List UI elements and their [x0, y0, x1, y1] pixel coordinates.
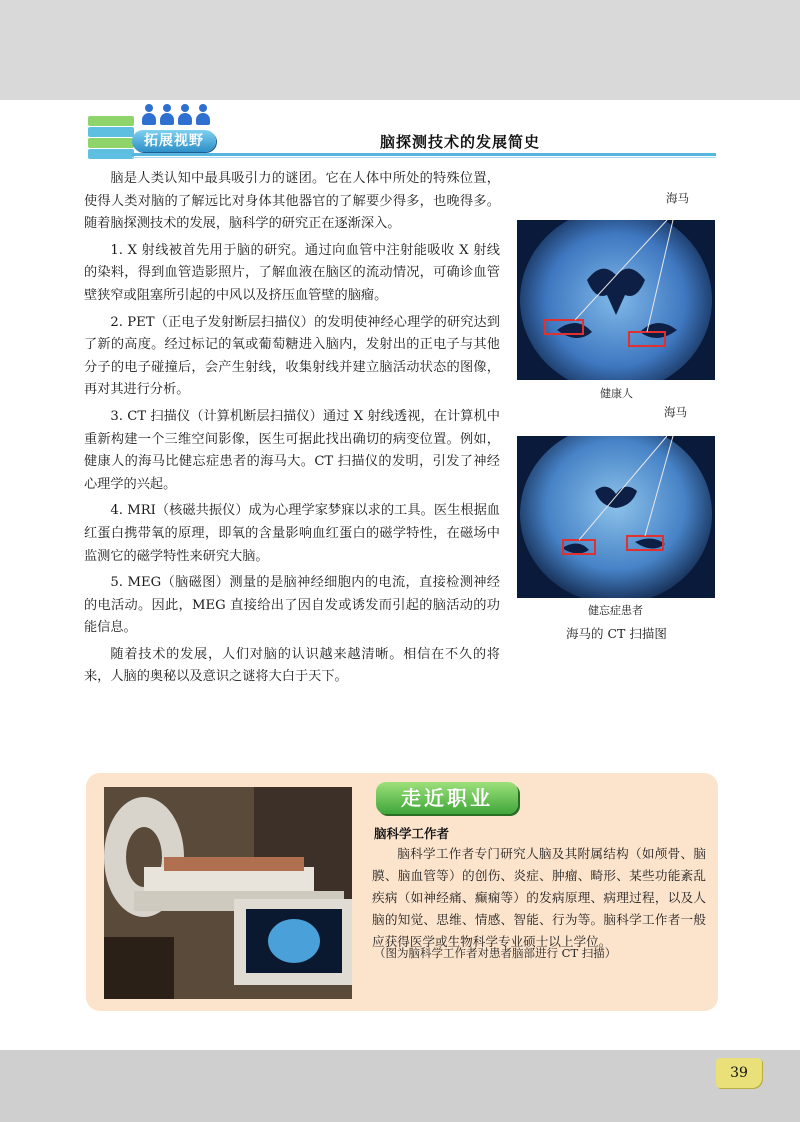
top-margin-band	[0, 0, 800, 100]
paragraph: 4. MRI（核磁共振仪）成为心理学家梦寐以求的工具。医生根据血红蛋白携带氧的原理，即氧的含量影响血红蛋白的磁学特性，在磁场中监测它的磁学特性来研究大脑。	[84, 503, 500, 564]
paragraph: 5. MEG（脑磁图）测量的是脑神经细胞内的电流，直接检测神经的电活动。因此，MEG 直接给出了因自发或诱发而引起的脑活动的功能信息。	[84, 575, 500, 636]
scan-label-amnesia: 健忘症患者	[588, 604, 643, 617]
ct-scan-room-photo	[104, 787, 352, 999]
career-description: 脑科学工作者专门研究人脑及其附属结构（如颅骨、脑膜、脑血管等）的创伤、炎症、肿瘤、畸形、某些功能紊乱疾病（如神经痛、癫痫等）的发病原理、病理过程，以及人脑的知觉、思维、情感、智能、行为等。脑科学工作者一般应获得医学或生物科学专业硕士以上学位。	[372, 846, 706, 949]
people-icon	[142, 104, 212, 126]
books-icon	[88, 112, 134, 158]
paragraph: 脑是人类认知中最具吸引力的谜团。它在人体中所处的特殊位置，使得人类对脑的了解远比对身体其他器官的了解要少得多，也晚得多。随着脑探测技术的发展，脑科学的研究正在逐渐深入。	[84, 171, 500, 232]
paragraph: 随着技术的发展，人们对脑的认识越来越清晰。相信在不久的将来，人脑的奥秘以及意识之谜将大白于天下。	[84, 646, 500, 685]
page-number: 39	[716, 1058, 762, 1088]
bottom-margin-band	[0, 1050, 800, 1122]
header-rule-thin	[132, 157, 716, 158]
paragraph: 1. X 射线被首先用于脑的研究。通过向血管中注射能吸收 X 射线的染料，得到血管造影照片，了解血液在脑区的流动情况，可确诊血管壁狭窄或阻塞所引起的中风以及挤压血管壁的脑瘤。	[84, 242, 500, 303]
page-title: 脑探测技术的发展简史	[380, 133, 541, 151]
figure-caption: 海马的 CT 扫描图	[566, 626, 667, 641]
ct-scan-healthy	[517, 220, 715, 380]
career-tag: 走近职业	[376, 782, 518, 814]
paragraph: 2. PET（正电子发射断层扫描仪）的发明使神经心理学的研究达到了新的高度。经过标记的氧或葡萄糖进入脑内，发射出的正电子与其他分子的电子碰撞后，会产生射线，收集射线并建立脑活动状态的图像，再对其进行分析。	[84, 314, 500, 398]
career-heading: 脑科学工作者	[374, 826, 450, 841]
photo-note: （图为脑科学工作者对患者脑部进行 CT 扫描）	[374, 946, 617, 960]
section-tag: 拓展视野	[132, 130, 216, 152]
hippocampus-callout-bottom: 海马	[664, 405, 687, 419]
paragraph: 3. CT 扫描仪（计算机断层扫描仪）通过 X 射线透视，在计算机中重新构建一个三维空间影像，医生可据此找出确切的病变位置。例如，健康人的海马比健忘症患者的海马大。CT 扫描仪的发明，引发了神经心理学的兴起。	[84, 408, 500, 492]
ct-scan-amnesia	[517, 436, 715, 598]
article-body	[84, 168, 500, 693]
scan-label-healthy: 健康人	[600, 387, 633, 400]
hippocampus-callout-top: 海马	[666, 191, 689, 205]
header-rule	[132, 153, 716, 156]
